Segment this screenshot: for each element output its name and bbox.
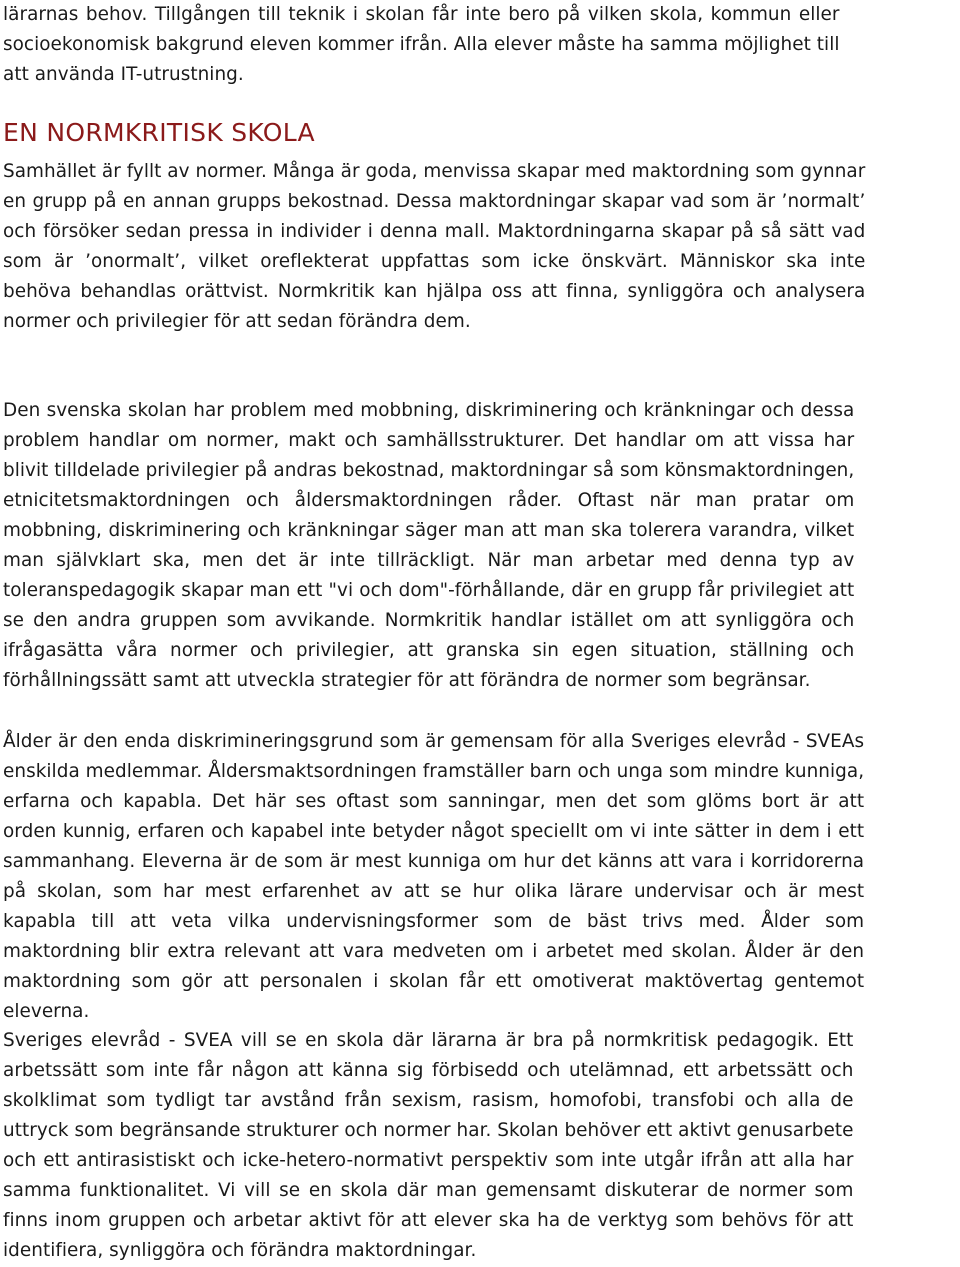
text-line: samma funktionalitet. Vi vill se en skola där man gemensamt diskuterar de normer som (3, 1180, 854, 1201)
text-line: mobbning, diskriminering och kränkningar säger man att man ska tolerera varandra, vilket (3, 520, 855, 541)
alder-paragraph (3, 727, 864, 1027)
text-line: socioekonomisk bakgrund eleven kommer ifrån. Alla elever måste ha samma möjlighet till (3, 34, 840, 55)
text-line: uttryck som begränsande strukturer och normer har. Skolan behöver ett aktivt genusarbete (3, 1120, 854, 1141)
text-line: sammanhang. Eleverna är de som är mest kunniga om hur det känns att vara i korridorerna (3, 851, 865, 872)
text-line: lärarnas behov. Tillgången till teknik i skolan får inte bero på vilken skola, kommun eller (3, 4, 840, 25)
text-line: Samhället är fyllt av normer. Många är goda, menvissa skapar med maktordning som gynnar (3, 161, 866, 182)
normer-paragraph (3, 157, 865, 337)
section-heading: EN NORMKRITISK SKOLA (3, 118, 315, 147)
text-line: problem handlar om normer, makt och samhällsstrukturer. Det handlar om att vissa har (3, 430, 855, 451)
text-line: på skolan, som har mest erfarenhet av att se hur olika lärare undervisar och är mest (3, 881, 865, 902)
text-line: skolklimat som tydligt tar avstånd från sexism, rasism, homofobi, transfobi och alla de (3, 1090, 854, 1111)
text-line: Sveriges elevråd - SVEA vill se en skola där lärarna är bra på normkritisk pedagogik. Ett (3, 1030, 854, 1051)
text-line: och ett antirasistiskt och icke-hetero-normativt perspektiv som inte utgår ifrån att alla har (3, 1150, 854, 1171)
text-line: arbetssätt som inte får någon att känna sig förbisedd och utelämnad, ett arbetssätt och (3, 1060, 854, 1081)
intro-paragraph (3, 0, 840, 90)
text-line: behöva behandlas orättvist. Normkritik kan hjälpa oss att finna, synliggöra och analysera (3, 281, 866, 302)
text-line: Ålder är den enda diskrimineringsgrund som är gemensam för alla Sveriges elevråd - SVEAs (3, 731, 865, 752)
text-line: som är ’onormalt’, vilket oreflekterat uppfattas som icke önskvärt. Människor ska inte (3, 251, 866, 272)
text-line: toleranspedagogik skapar man ett "vi och dom"-förhållande, där en grupp får privilegiet att (3, 580, 855, 601)
text-line: identifiera, synliggöra och förändra maktordningar. (3, 1240, 477, 1261)
skolan-paragraph (3, 396, 854, 696)
text-line: ifrågasätta våra normer och privilegier, att granska sin egen situation, ställning och (3, 640, 855, 661)
text-line: man självklart ska, men det är inte tillräckligt. När man arbetar med denna typ av (3, 550, 855, 571)
text-line: enskilda medlemmar. Åldersmaktsordningen framställer barn och unga som mindre kunniga, (3, 761, 865, 782)
text-line: och försöker sedan pressa in individer i denna mall. Maktordningarna skapar på så sätt vad (3, 221, 866, 242)
text-line: Den svenska skolan har problem med mobbning, diskriminering och kränkningar och dessa (3, 400, 855, 421)
text-line: finns inom gruppen och arbetar aktivt för att elever ska ha de verktyg som behövs för att (3, 1210, 854, 1231)
text-line: normer och privilegier för att sedan förändra dem. (3, 311, 471, 332)
text-line: erfarna och kapabla. Det här ses oftast som sanningar, men det som glöms bort är att (3, 791, 865, 812)
text-line: maktordning som gör att personalen i skolan får ett omotiverat maktövertag gentemot (3, 971, 865, 992)
text-line: att använda IT-utrustning. (3, 64, 244, 85)
text-line: en grupp på en annan grupps bekostnad. Dessa maktordningar skapar vad som är ’normalt’ (3, 191, 866, 212)
text-line: eleverna. (3, 1001, 90, 1022)
text-line: maktordning blir extra relevant att vara medveten om i arbetet med skolan. Ålder är den (3, 941, 865, 962)
text-line: förhållningssätt samt att utveckla strategier för att förändra de normer som begränsar. (3, 670, 811, 691)
text-line: etnicitetsmaktordningen och åldersmaktordningen råder. Oftast när man pratar om (3, 490, 855, 511)
svea-paragraph (3, 1026, 853, 1266)
text-line: kapabla till att veta vilka undervisningsformer som de bäst trivs med. Ålder som (3, 911, 865, 932)
text-line: blivit tilldelade privilegier på andras bekostnad, maktordningar så som könsmaktordningen, (3, 460, 855, 481)
text-line: orden kunnig, erfaren och kapabel inte betyder något speciellt om vi inte sätter in dem i ett (3, 821, 865, 842)
text-line: se den andra gruppen som avvikande. Normkritik handlar istället om att synliggöra och (3, 610, 855, 631)
